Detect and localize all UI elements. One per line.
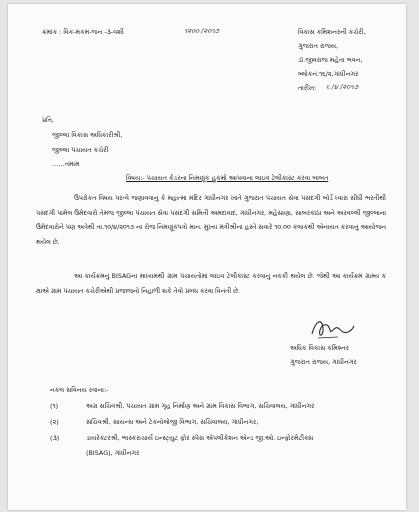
copy-item-3-number: (૩) bbox=[50, 434, 60, 442]
body-paragraph-2: આ કાર્યક્રમનું BISAGના માધ્યમથી ગ્રામ પંચાયતોમાં લાઇવ ટેલીકાસ્ટ કરવાનું નકકી થયેલ છે. જેથી આ કાર્યક્રમ ગ્રામ્ય કક્ષાએ ગ્રામ પંચાયત કચેરીએથી પ્રજાજનો નિહાળી શકે તેવો પ્રબંધ કરવા વિનંતી છે. bbox=[36, 273, 386, 295]
recipient-line-2: જીલ્લા પંચાયત કચેરી bbox=[52, 146, 109, 154]
office-line-2: ગુજરાત રાજય, bbox=[298, 42, 339, 50]
office-line-1: વિકાસ કમિશનરની કચેરી, bbox=[298, 28, 366, 36]
signature-mark bbox=[308, 316, 356, 342]
body-paragraph-1: ઉપરોકત વિષય પરત્વે જણાવવાનું કે મહાત્મા મંદિર ગાંધીનગર ખાતે ગુજરાત પંચાયત સેવા પસંદગી બોર્ડ ધ્વારા સીધી ભરતીથી પસંદગી પામેલ ઉમેદવારો તેમજ જીલ્લા પંચાયત સેવા પસંદગી સમિતી અમદાવાદ, ગાંધીનગર, મહેસાણા, સાબરકાંઠા અને અરવલ્લી જીલ્લાના ઉમેદવારોને પણ અત્રેથી તા.૧૦/૪/૨૦૧૭ ના રોજ નિમણૂંકપત્રો માન. મુખ્ય મંત્રીશ્રીના હસ્તે સવારે ૧૦.૦૦ કલાકથી એનાયત કરવાનું આયોજન થયેલ છે. bbox=[36, 195, 386, 246]
recipient-line-1: જીલ્લા વિકાસ અધિકારીશ્રી, bbox=[52, 131, 123, 139]
copy-item-3-text-continued: (BISAG), ગાંધીનગર bbox=[86, 449, 140, 457]
recipient-line-3: ……તમામ bbox=[52, 160, 80, 168]
letter-page bbox=[8, 4, 406, 510]
copy-item-2-text: સચિવશ્રી, સાયન્સ અને ટેકનોલોજી વિભાગ, સચિવાલય, ગાંધીનગર, bbox=[86, 418, 259, 426]
reference-number: ૧૨૦૦ /૨૦૧૭ bbox=[184, 27, 220, 35]
copy-item-3-text: ડાયરેક્ટરશ્રી, ભાસ્કરાચાર્ય ઇન્સ્ટ્યુટ ફોર સ્પેસ એપલીકેશન એન્ડ જી.ઓ. ઇન્ફોરમેટીક્સ bbox=[86, 434, 314, 442]
signatory-title: અધિક વિકાસ કમિશ્નર bbox=[290, 344, 349, 352]
recipient-prefix: પ્રતિ, bbox=[42, 116, 54, 124]
subject-line: વિષય:- પંચાયત કેડરના નિમણૂંક હુકમો આપવાના લાઇવ ટેલીકાસ્ટ કરવા બાબત bbox=[126, 174, 329, 182]
office-line-3: ડૉ.જીવરાજ મહેતા ભવન, bbox=[298, 56, 363, 64]
date-value: ૬ /૪ /૨૦૧૭ bbox=[326, 83, 359, 91]
office-line-4: બ્લોકનં.૧૬/૨,ગાંધીનગર bbox=[298, 70, 359, 78]
copy-heading: નકલ સવિનય રવાના:- bbox=[50, 386, 109, 394]
date-label: તારીખ: bbox=[298, 84, 317, 92]
copy-item-1-text: અગ્ર સચિવશ્રી, પંચાયત ગ્રામ ગૃહ નિર્માણ અને ગ્રામ વિકાસ વિભાગ, સચિવાલય, ગાંધીનગર bbox=[86, 402, 315, 410]
signatory-office: ગુજરાત રાજય, ગાંધીનગર bbox=[290, 358, 357, 366]
copy-item-1-number: (૧) bbox=[50, 402, 59, 410]
reference-label: ક્રમાંક : વિક-મકમ-જન -૩-વશી bbox=[42, 28, 124, 36]
copy-item-2-number: (૨) bbox=[50, 418, 59, 426]
